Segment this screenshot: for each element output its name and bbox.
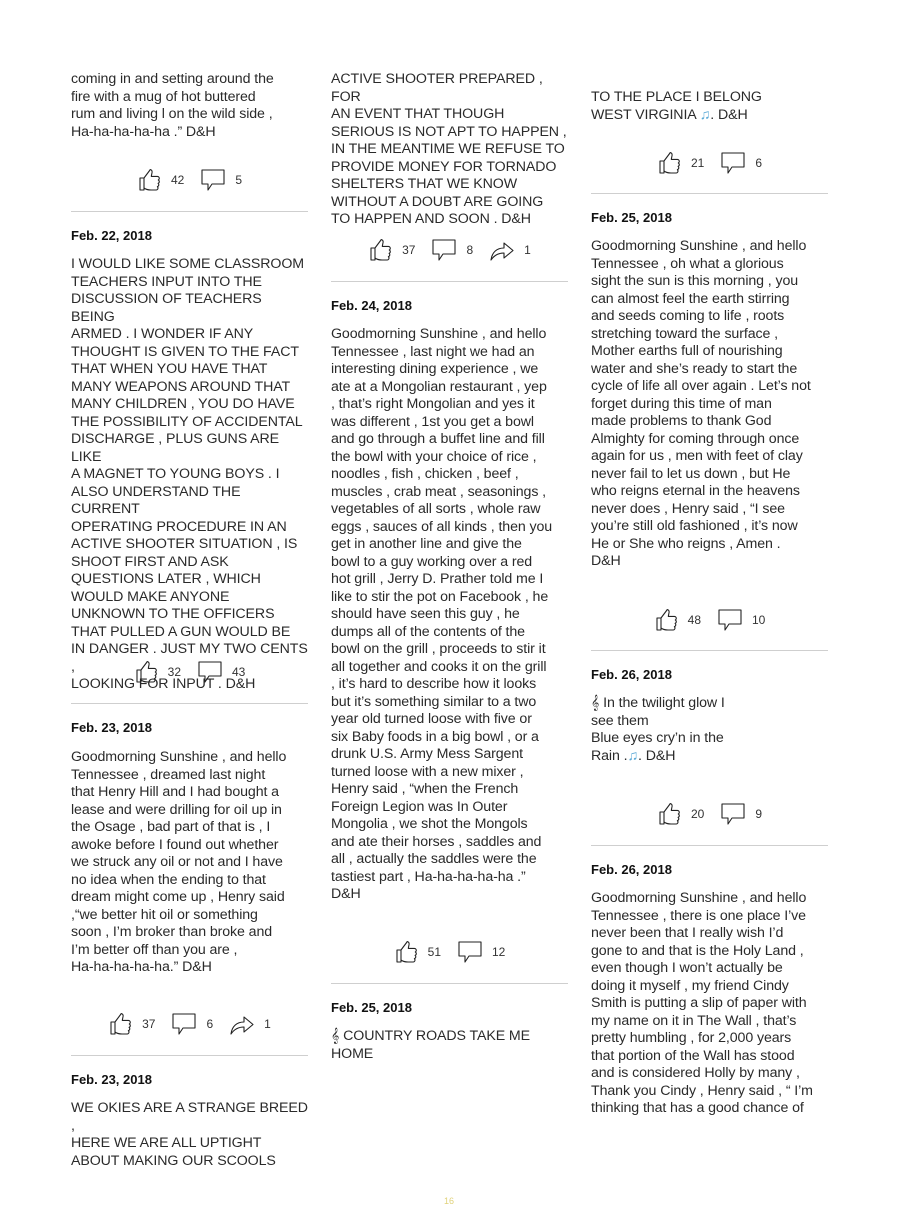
music-note-icon: ♫ bbox=[699, 106, 711, 123]
share-count[interactable]: 1 bbox=[489, 238, 531, 262]
divider bbox=[71, 703, 308, 704]
page-number: 16 bbox=[443, 1196, 454, 1206]
post-stats bbox=[591, 800, 829, 828]
comment-count[interactable]: 43 bbox=[197, 660, 245, 684]
score-icon: 𝄞 bbox=[331, 1028, 340, 1044]
post-stats bbox=[71, 166, 309, 194]
post-date: Feb. 22, 2018 bbox=[71, 228, 152, 243]
comment-count[interactable]: 6 bbox=[171, 1012, 213, 1036]
thumbs-up-icon bbox=[138, 168, 162, 192]
divider bbox=[331, 983, 568, 984]
comment-icon bbox=[457, 940, 483, 964]
post-date: Feb. 25, 2018 bbox=[331, 1000, 412, 1015]
post-text: WE OKIES ARE A STRANGE BREED , HERE WE ARE ALL UPTIGHT ABOUT MAKING OUR SCOOLS bbox=[71, 1100, 308, 1169]
divider bbox=[591, 193, 828, 194]
post-text: Goodmorning Sunshine , and hello Tennessee , dreamed last night that Henry Hill and I had bought a lease and were drilling for oil up in the Osage , bad part of that is , I awoke before I found out whether we struck any oil or not and I have no idea when the ending to that dream might come up , Henry said ,“we better hit oil or something soon , I’m broker than broke and I’m better off than you are , Ha-ha-ha-ha-ha.” D&H bbox=[71, 749, 287, 975]
post-date: Feb. 26, 2018 bbox=[591, 862, 672, 877]
divider bbox=[591, 650, 828, 651]
like-count[interactable]: 48 bbox=[655, 608, 701, 632]
post-text: TO THE PLACE I BELONG WEST VIRGINIA ♫. D&H bbox=[591, 89, 762, 123]
share-arrow-icon bbox=[489, 238, 515, 262]
share-count[interactable]: 1 bbox=[229, 1012, 271, 1036]
post-text: ACTIVE SHOOTER PREPARED , FOR AN EVENT THAT THOUGH SERIOUS IS NOT APT TO HAPPEN , IN THE MEANTIME WE REFUSE TO PROVIDE MONEY FOR TORNADO SHELTERS THAT WE KNOW WITHOUT A DOUBT ARE GOING TO HAPPEN AND SOON . D&H bbox=[331, 71, 567, 227]
comment-icon bbox=[200, 168, 226, 192]
thumbs-up-icon bbox=[135, 660, 159, 684]
comment-icon bbox=[197, 660, 223, 684]
post-stats bbox=[331, 938, 569, 966]
comment-count[interactable]: 12 bbox=[457, 940, 505, 964]
like-count[interactable]: 37 bbox=[109, 1012, 155, 1036]
thumbs-up-icon bbox=[658, 802, 682, 826]
post-text: 𝄞 COUNTRY ROADS TAKE ME HOME bbox=[331, 1028, 530, 1062]
divider bbox=[71, 1055, 308, 1056]
thumbs-up-icon bbox=[655, 608, 679, 632]
post-text: Goodmorning Sunshine , and hello Tennessee , last night we had an interesting dining experience , we ate at a Mongolian restaurant , yep , that’s right Mongolian and yes it was different , 1st you get a bowl and go through a buffet line and fill the bowl with your choice of rice , noodles , fish , chicken , beef , muscles , crab meat , seasonings , vegetables of all sorts , whole raw eggs , sauces of all kinds , then you get in another line and give the bowl to a guy working over a red hot grill , Jerry D. Prather told me I like to stir the pot on Facebook , he should have seen this guy , he dumps all of the contents of the bowl on the grill , proceeds to stir it all together and cooks it on the grill , it’s hard to describe how it looks but it’s something similar to a two year old turned loose with five or six Baby foods in a big bowl , or a drunk U.S. Army Mess Sargent turned loose with a new mixer , Henry said , “when the French Foreign Legion was In Outer Mongolia , we shot the Mongols and ate their horses , saddles and all , actually the saddles were the tastiest part , Ha-ha-ha-ha-ha .” D&H bbox=[331, 326, 553, 902]
comment-icon bbox=[720, 802, 746, 826]
post-date: Feb. 24, 2018 bbox=[331, 298, 412, 313]
like-count[interactable]: 20 bbox=[658, 802, 704, 826]
share-arrow-icon bbox=[229, 1012, 255, 1036]
post-date: Feb. 23, 2018 bbox=[71, 1072, 152, 1087]
post-text: 𝄞 In the twilight glow I see them Blue eyes cry’n in the Rain .♫. D&H bbox=[591, 695, 725, 764]
thumbs-up-icon bbox=[369, 238, 393, 262]
divider bbox=[71, 211, 308, 212]
post-date: Feb. 26, 2018 bbox=[591, 667, 672, 682]
post-text: I WOULD LIKE SOME CLASSROOM TEACHERS INPUT INTO THE DISCUSSION OF TEACHERS BEING ARMED . I WONDER IF ANY THOUGHT IS GIVEN TO THE FACT THAT WHEN YOU HAVE THAT MANY WEAPONS AROUND THAT MANY CHILDREN , YOU DO HAVE THE POSSIBILITY OF ACCIDENTAL DISCHARGE , PLUS GUNS ARE LIKE A MAGNET TO YOUNG BOYS . I ALSO UNDERSTAND THE CURRENT OPERATING PROCEDURE IN AN ACTIVE SHOOTER SITUATION , IS SHOOT FIRST AND ASK QUESTIONS LATER , WHICH WOULD MAKE ANYONE UNKNOWN TO THE OFFICERS THAT PULLED A GUN WOULD BE IN DANGER . JUST MY TWO CENTS , LOOKING FOR INPUT . D&H bbox=[71, 256, 308, 692]
comment-icon bbox=[720, 151, 746, 175]
like-count[interactable]: 32 bbox=[135, 660, 181, 684]
post-date: Feb. 23, 2018 bbox=[71, 720, 152, 735]
post-text: coming in and setting around the fire with a mug of hot buttered rum and living l on the wild side , Ha-ha-ha-ha-ha .” D&H bbox=[71, 71, 274, 140]
comment-count[interactable]: 8 bbox=[431, 238, 473, 262]
post-stats bbox=[71, 658, 309, 686]
like-count[interactable]: 21 bbox=[658, 151, 704, 175]
post-stats bbox=[591, 149, 829, 177]
thumbs-up-icon bbox=[395, 940, 419, 964]
score-icon: 𝄞 bbox=[591, 695, 600, 711]
comment-icon bbox=[171, 1012, 197, 1036]
divider bbox=[331, 281, 568, 282]
like-count[interactable]: 51 bbox=[395, 940, 441, 964]
thumbs-up-icon bbox=[109, 1012, 133, 1036]
post-stats bbox=[591, 606, 829, 634]
music-note-icon: ♫ bbox=[627, 747, 639, 764]
comment-count[interactable]: 6 bbox=[720, 151, 762, 175]
comment-icon bbox=[431, 238, 457, 262]
thumbs-up-icon bbox=[658, 151, 682, 175]
divider bbox=[591, 845, 828, 846]
post-text: Goodmorning Sunshine , and hello Tennessee , oh what a glorious sight the sun is this morning , you can almost feel the earth stirring and seeds coming to life , roots stretching toward the surface , Mother earths full of nourishing water and she’s ready to start the cycle of life all over again . Let’s not forget during this time of man made problems to thank God Almighty for coming through once again for us , men with feet of clay never fail to let us down , but He who reigns eternal in the heavens never does , Henry said , “I see you’re still old fashioned , it’s now He or She who reigns , Amen . D&H bbox=[591, 238, 811, 569]
post-stats bbox=[71, 1010, 309, 1038]
comment-count[interactable]: 10 bbox=[717, 608, 765, 632]
like-count[interactable]: 37 bbox=[369, 238, 415, 262]
comment-icon bbox=[717, 608, 743, 632]
post-text: Goodmorning Sunshine , and hello Tennessee , there is one place I’ve never been that I really wish I’d gone to and that is the Holy Land , even though I won’t actually be doing it myself , my friend Cindy Smith is putting a slip of paper with my name on it in The Wall , that’s pretty humbling , for 2,000 years that portion of the Wall has stood and is considered Holly by many , Thank you Cindy , Henry said , “ I’m thinking that has a good chance of bbox=[591, 890, 813, 1116]
comment-count[interactable]: 5 bbox=[200, 168, 242, 192]
post-stats bbox=[331, 236, 569, 264]
comment-count[interactable]: 9 bbox=[720, 802, 762, 826]
post-date: Feb. 25, 2018 bbox=[591, 210, 672, 225]
like-count[interactable]: 42 bbox=[138, 168, 184, 192]
